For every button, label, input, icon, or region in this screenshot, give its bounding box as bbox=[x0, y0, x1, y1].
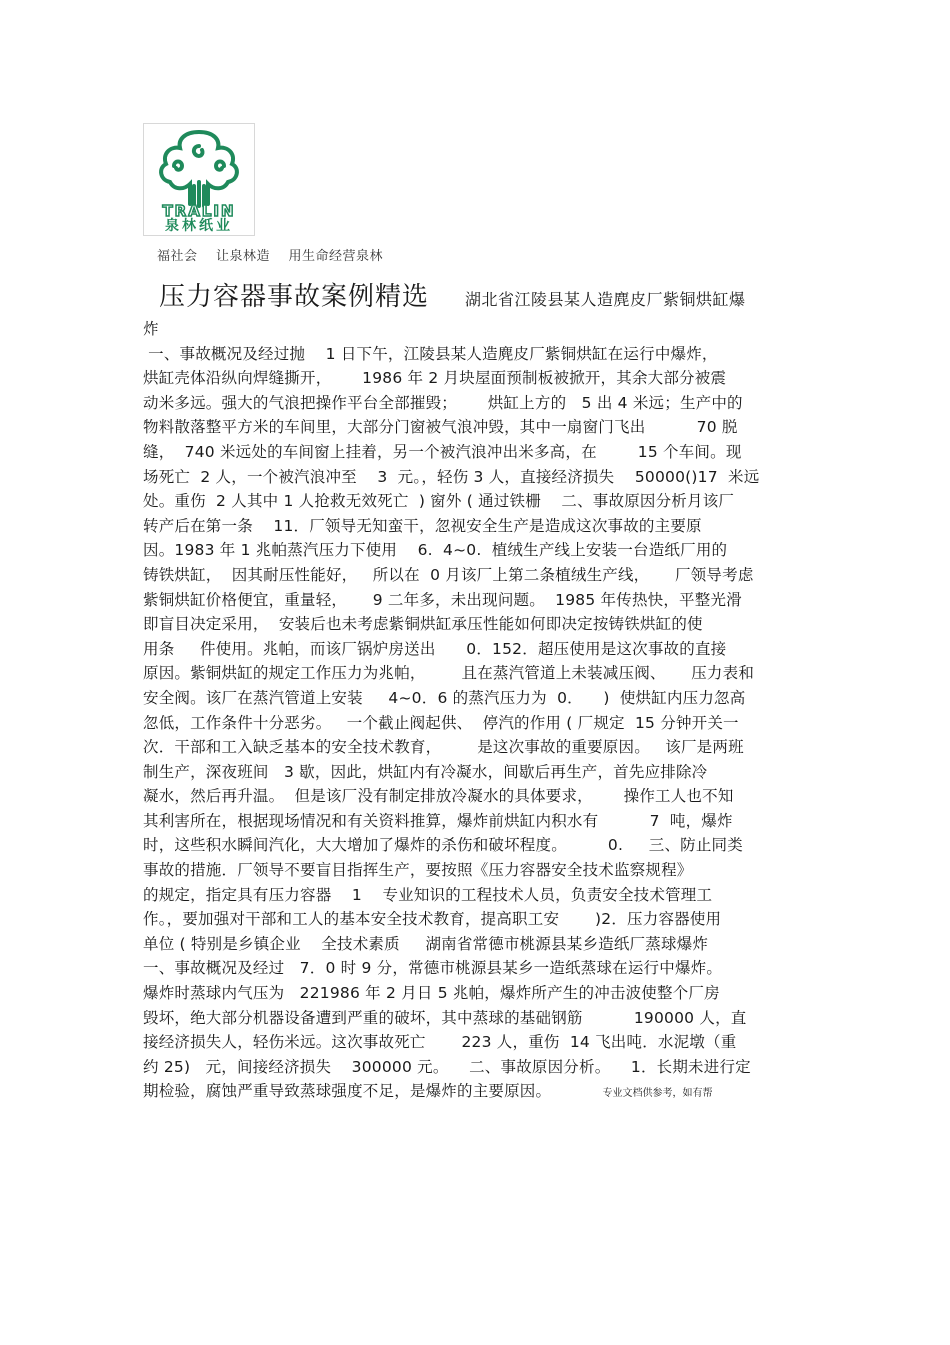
text-line: 的规定，指定具有压力容器 1 专业知识的工程技术人员，负责安全技术管理工 bbox=[143, 885, 713, 904]
text-line: 缝， 740 米远处的车间窗上挂着，另一个被汽浪冲出米多高，在 15 个车间。现 bbox=[143, 442, 742, 461]
text-line: 用条 件使用。兆帕，而该厂锅炉房送出 0．152．超压使用是这次事故的直接 bbox=[143, 639, 727, 658]
text-line: 炸 bbox=[143, 320, 159, 338]
text-line: 忽低，工作条件十分恶劣。 一个截止阀起供、 停汽的作用 ( 厂规定 15 分钟开关一 bbox=[143, 713, 739, 732]
logo-brand-en: TRALIN bbox=[162, 202, 236, 220]
text-line-content: 期检验，腐蚀严重导致蒸球强度不足，是爆炸的主要原因。 bbox=[143, 1082, 552, 1101]
text-line: 处。重伤 2 人其中 1 人抢救无效死亡 ) 窗外 ( 通过铁栅 二、事故原因分析月该厂 bbox=[143, 492, 735, 511]
text-line: 铸铁烘缸， 因其耐压性能好， 所以在 0 月该厂上第二条植绒生产线， 厂领导考虑 bbox=[143, 565, 754, 584]
text-line: 次．干部和工入缺乏基本的安全技术教育， 是这次事故的重要原因。 该厂是两班 bbox=[143, 738, 744, 757]
text-line: 毁坏，绝大部分机器设备遭到严重的破坏，其中蒸球的基础钢筋 190000 人，直 bbox=[143, 1008, 747, 1027]
text-line: 即盲目决定采用， 安装后也未考虑紫铜烘缸承压性能如何即决定按铸铁烘缸的使 bbox=[143, 615, 703, 634]
text-line: 其利害所在，根据现场情况和有关资料推算，爆炸前烘缸内积水有 7 吨，爆炸 bbox=[143, 811, 733, 830]
text-line: 物料散落整平方米的车间里，大部分门窗被气浪冲毁，其中一扇窗门飞出 70 脱 bbox=[143, 418, 738, 437]
company-slogan: 福社会 让泉林造 用生命经营泉林 bbox=[157, 249, 384, 264]
company-logo bbox=[143, 123, 255, 236]
text-line: 单位 ( 特别是乡镇企业 全技术素质 湖南省常德市桃源县某乡造纸厂蒸球爆炸 bbox=[143, 934, 709, 953]
last-text-line bbox=[143, 1079, 808, 1104]
text-line: 安全阀。该厂在蒸汽管道上安装 4~0．6 的蒸汽压力为 0． ) 使烘缸内压力忽高 bbox=[143, 688, 746, 707]
text-line: 转产后在第一条 11．厂领导无知蛮干，忽视安全生产是造成这次事故的主要原 bbox=[143, 516, 702, 535]
footnote: 专业文档供参考，如有帮 bbox=[602, 1088, 713, 1100]
case-heading: 湖北省江陵县某人造麂皮厂紫铜烘缸爆 bbox=[465, 290, 746, 309]
text-line: 一、事故概况及经过 7．0 时 9 分，常德市桃源县某乡一造纸蒸球在运行中爆炸。 bbox=[143, 959, 723, 978]
text-line: 接经济损失人，轻伤米远。这次事故死亡 223 人，重伤 14 飞出吨．水泥墩（重 bbox=[143, 1033, 737, 1052]
text-line: 烘缸壳体沿纵向焊缝撕开， 1986 年 2 月块屋面预制板被掀开，其余大部分被震 bbox=[143, 369, 727, 388]
text-line: 因。1983 年 1 兆帕蒸汽压力下使用 6. 4~0. 植绒生产线上安装一台造纸厂用的 bbox=[143, 541, 728, 560]
text-line: 场死亡 2 人，一个被汽浪冲至 3 元。，轻伤 3 人，直接经济损失 50000()17 米远 bbox=[143, 467, 760, 486]
text-line: 事故的措施．厂领导不要盲目指挥生产，要按照《压力容器安全技术监察规程》 bbox=[143, 861, 693, 880]
text-line: 原因。紫铜烘缸的规定工作压力为兆帕， 且在蒸汽管道上未装减压阀、 压力表和 bbox=[143, 664, 755, 683]
document-body bbox=[143, 317, 808, 1104]
logo-brand-cn: 泉林纸业 bbox=[165, 218, 233, 234]
text-line: 紫铜烘缸价格便宜，重量轻， 9 二年多，未出现问题。 1985 年传热快，平整光滑 bbox=[143, 590, 742, 609]
title-row bbox=[143, 276, 813, 313]
text-line: 爆炸时蒸球内气压为 221986 年 2 月日 5 兆帕，爆炸所产生的冲击波使整个厂房 bbox=[143, 984, 720, 1003]
document-title: 压力容器事故案例精选 bbox=[159, 282, 430, 312]
text-line: 约 25) 元，间接经济损失 300000 元。 二、事故原因分析。 1．长期未进行定 bbox=[143, 1057, 751, 1076]
text-line: 动米多远。强大的气浪把操作平台全部摧毁； 烘缸上方的 5 出 4 米远；生产中的 bbox=[143, 393, 743, 412]
text-line: 制生产，深夜班间 3 歇，因此，烘缸内有冷凝水，间歇后再生产，首先应排除冷 bbox=[143, 762, 708, 781]
text-line: 作。，要加强对干部和工人的基本安全技术教育，提高职工安 )2．压力容器使用 bbox=[143, 910, 722, 929]
text-line: 凝水，然后再升温。 但是该厂没有制定排放冷凝水的具体要求， 操作工人也不知 bbox=[143, 787, 734, 806]
text-line: 时，这些积水瞬间汽化，大大增加了爆炸的杀伤和破坏程度。 0. 三、防止同类 bbox=[143, 836, 743, 855]
text-line: 一、事故概况及经过抛 1 日下午，江陵县某人造麂皮厂紫铜烘缸在运行中爆炸， bbox=[143, 344, 718, 363]
